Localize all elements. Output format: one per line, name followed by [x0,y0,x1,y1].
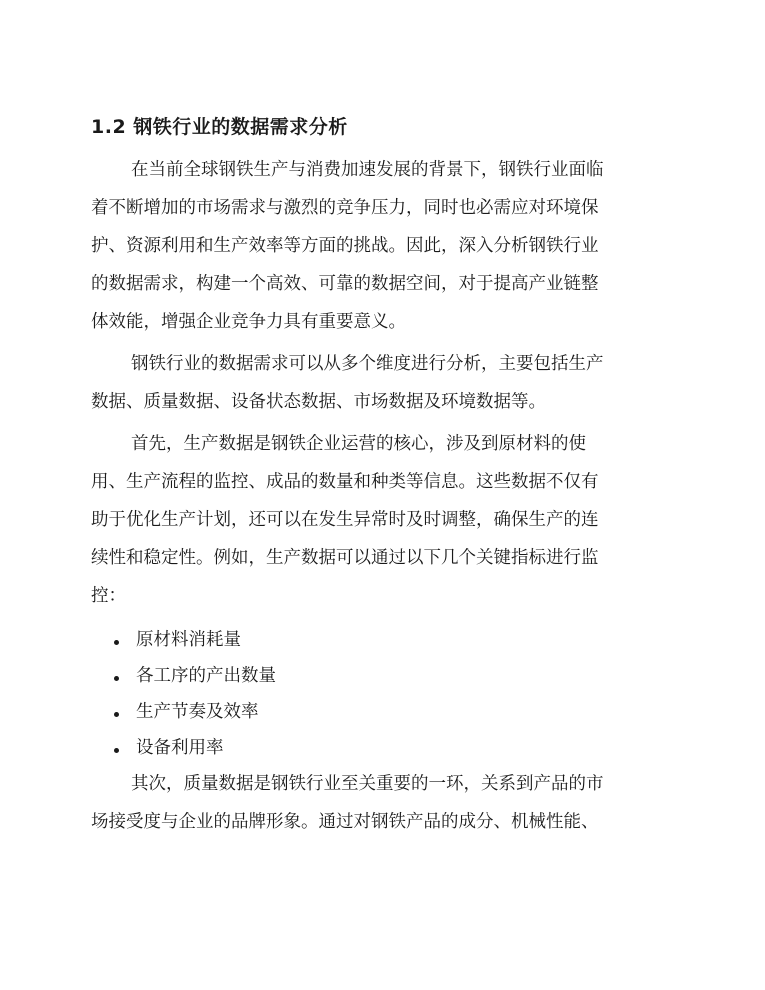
paragraph-2-line-1: 钢铁行业的数据需求可以从多个维度进行分析，主要包括生产 [131,354,604,374]
bullet-dot-icon [114,676,119,681]
bullet-item-4: 设备利用率 [136,738,224,758]
bullet-dot-icon [114,748,119,753]
paragraph-4-line-1: 其次，质量数据是钢铁行业至关重要的一环，关系到产品的市 [131,774,604,794]
paragraph-1-line-1: 在当前全球钢铁生产与消费加速发展的背景下，钢铁行业面临 [131,160,604,180]
bullet-item-1: 原材料消耗量 [136,630,241,650]
paragraph-3-line-4: 续性和稳定性。例如，生产数据可以通过以下几个关键指标进行监 [91,548,599,568]
bullet-item-3: 生产节奏及效率 [136,702,259,722]
paragraph-1-line-3: 护、资源利用和生产效率等方面的挑战。因此，深入分析钢铁行业 [91,236,599,256]
paragraph-1-line-4: 的数据需求，构建一个高效、可靠的数据空间，对于提高产业链整 [91,274,599,294]
paragraph-3-line-2: 用、生产流程的监控、成品的数量和种类等信息。这些数据不仅有 [91,472,599,492]
paragraph-3-line-5: 控： [91,586,126,606]
paragraph-1-line-5: 体效能，增强企业竞争力具有重要意义。 [91,312,406,332]
bullet-dot-icon [114,640,119,645]
paragraph-3-line-1: 首先，生产数据是钢铁企业运营的核心，涉及到原材料的使 [131,434,586,454]
paragraph-4-line-2: 场接受度与企业的品牌形象。通过对钢铁产品的成分、机械性能、 [91,812,599,832]
bullet-item-2: 各工序的产出数量 [136,666,276,686]
section-heading: 1.2 钢铁行业的数据需求分析 [91,116,348,138]
paragraph-2-line-2: 数据、质量数据、设备状态数据、市场数据及环境数据等。 [91,392,546,412]
paragraph-1-line-2: 着不断增加的市场需求与激烈的竞争压力，同时也必需应对环境保 [91,198,599,218]
bullet-dot-icon [114,712,119,717]
paragraph-3-line-3: 助于优化生产计划，还可以在发生异常时及时调整，确保生产的连 [91,510,599,530]
